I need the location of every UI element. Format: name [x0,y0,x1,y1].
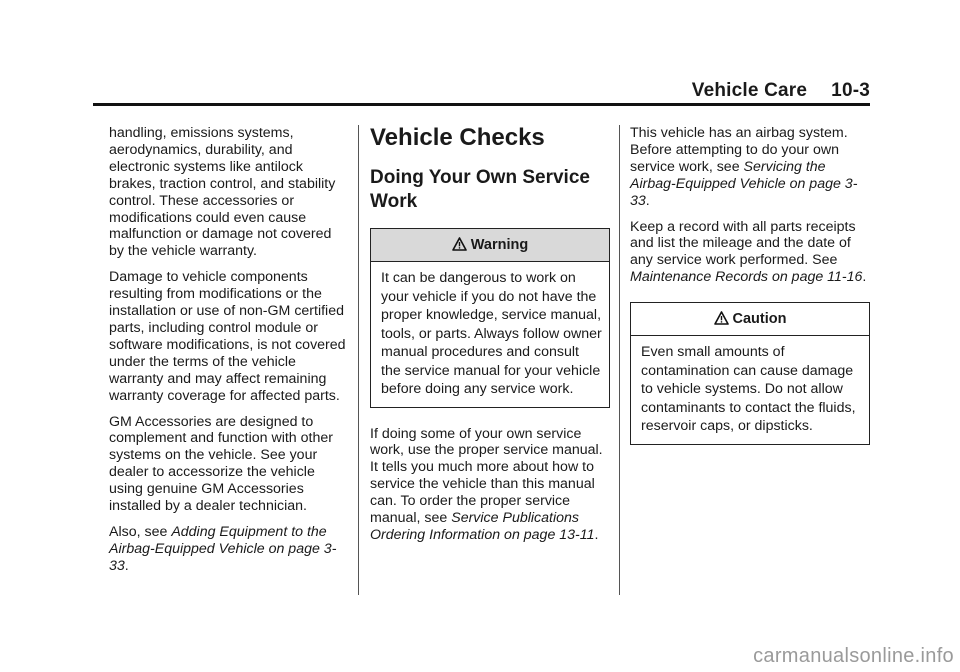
page-number: 10-3 [831,80,870,101]
text: Keep a record with all parts receipts and list the mileage and the date of any service work performed. See [630,218,856,269]
column-middle [370,125,610,553]
watermark: carmanualsonline.info [753,645,954,667]
text: This vehicle has an airbag system. Before attempting to do your own service work, see [630,125,848,175]
paragraph: Damage to vehicle components resulting from modifications or the installation or use of non-GM certified parts, including control module or software modifications, is not covered under the terms of the vehicle warranty and may affect remaining warranty coverage for affected parts. [109,269,346,404]
column-divider [358,125,359,595]
caution-label: Caution [732,311,787,328]
cross-reference-link[interactable]: Servicing the Airbag-Equipped Vehicle on page 3-33 [630,158,858,209]
paragraph [370,426,610,544]
warning-triangle-icon [452,231,467,263]
page-header [692,80,870,102]
cross-reference-link[interactable]: Service Publications Ordering Information on page 13-11 [370,510,595,543]
text: . [645,192,650,209]
paragraph [630,125,870,210]
cross-reference-link[interactable]: Adding Equipment to the Airbag-Equipped Vehicle on page 3-33 [109,523,337,574]
subsection-heading: Doing Your Own Service Work [370,167,590,212]
paragraph [109,524,349,575]
caution-box [630,302,870,445]
warning-label: Warning [470,237,529,253]
column-right [630,125,870,463]
cross-reference-link[interactable]: Maintenance Records on page 11-16 [630,269,863,286]
caution-triangle-icon [714,305,729,337]
warning-text: It can be dangerous to work on your vehicle if you do not have the proper knowledge, service manual, tools, or parts. Always follow owner manual procedures and consult the service manual for your vehicle before doing any service work. [381,270,602,397]
paragraph [630,219,870,287]
paragraph: handling, emissions systems, aerodynamics, durability, and electronic systems like antilock brakes, traction control, and stability control. These accessories or modifications could even cause malfunction or damage not covered by the vehicle warranty. [109,125,336,260]
warning-box [370,228,610,408]
warning-header [371,229,609,262]
text: If doing some of your own service work, use the proper service manual. It tells you much more about how to service the vehicle than this manual can. To order the proper service manual, see [370,425,603,527]
paragraph: GM Accessories are designed to complement and function with other systems on the vehicle. See your dealer to accessorize the vehicle using genuine GM Accessories installed by a dealer technician. [109,413,333,515]
text: Also, see [109,523,172,540]
section-heading: Vehicle Checks [370,124,545,151]
column-left [109,125,349,584]
column-divider [619,125,620,595]
section-title: Vehicle Care [691,80,808,101]
caution-header [631,303,869,336]
caution-text: Even small amounts of contamination can cause damage to vehicle systems. Do not allow contaminants to contact the fluids, reservoir caps, or dipsticks. [641,344,856,435]
header-rule [93,103,870,106]
text: . [862,269,867,286]
text: . [124,557,129,574]
text: . [594,526,599,543]
